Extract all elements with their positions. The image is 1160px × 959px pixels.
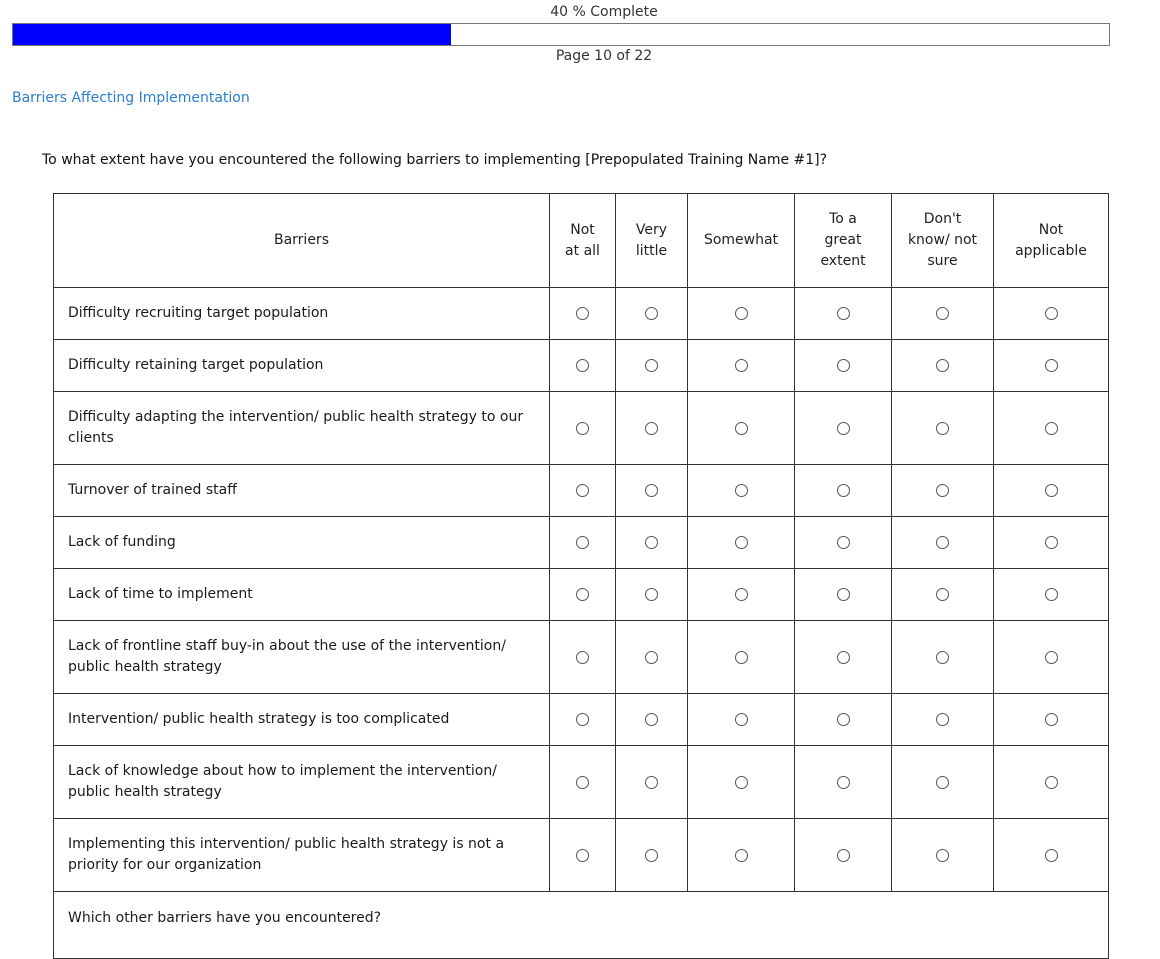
radio-cell-not-applicable[interactable] xyxy=(994,340,1109,392)
radio-cell-dont-know[interactable] xyxy=(892,694,994,746)
radio-cell-not-at-all[interactable] xyxy=(550,517,616,569)
radio-cell-not-at-all[interactable] xyxy=(550,340,616,392)
matrix-row xyxy=(54,288,1109,340)
radio-somewhat[interactable] xyxy=(735,776,748,789)
progress-label: 40 % Complete xyxy=(550,4,658,20)
radio-cell-dont-know[interactable] xyxy=(892,517,994,569)
barriers-matrix xyxy=(53,193,1109,959)
radio-cell-not-applicable[interactable] xyxy=(994,746,1109,819)
radio-cell-great-extent[interactable] xyxy=(795,465,892,517)
column-header-somewhat: Somewhat xyxy=(688,194,795,288)
radio-not-at-all[interactable] xyxy=(576,484,589,497)
column-header-very-little: Very little xyxy=(616,194,688,288)
radio-great-extent[interactable] xyxy=(837,651,850,664)
radio-not-applicable[interactable] xyxy=(1045,713,1058,726)
radio-dont-know[interactable] xyxy=(936,307,949,320)
radio-cell-not-at-all[interactable] xyxy=(550,694,616,746)
radio-not-at-all[interactable] xyxy=(576,651,589,664)
radio-cell-very-little[interactable] xyxy=(616,392,688,465)
column-header-dont-know: Don't know/ not sure xyxy=(892,194,994,288)
radio-cell-very-little[interactable] xyxy=(616,746,688,819)
radio-not-at-all[interactable] xyxy=(576,849,589,862)
radio-great-extent[interactable] xyxy=(837,536,850,549)
radio-not-at-all[interactable] xyxy=(576,359,589,372)
radio-somewhat[interactable] xyxy=(735,484,748,497)
radio-cell-somewhat[interactable] xyxy=(688,819,795,892)
radio-great-extent[interactable] xyxy=(837,849,850,862)
radio-very-little[interactable] xyxy=(645,307,658,320)
barrier-label: Lack of knowledge about how to implement the intervention/ public health strategy xyxy=(54,746,550,819)
barrier-label: Intervention/ public health strategy is too complicated xyxy=(54,694,550,746)
radio-very-little[interactable] xyxy=(645,422,658,435)
radio-cell-dont-know[interactable] xyxy=(892,746,994,819)
radio-great-extent[interactable] xyxy=(837,713,850,726)
radio-very-little[interactable] xyxy=(645,588,658,601)
radio-great-extent[interactable] xyxy=(837,484,850,497)
barrier-label: Difficulty recruiting target population xyxy=(54,288,550,340)
radio-very-little[interactable] xyxy=(645,849,658,862)
radio-dont-know[interactable] xyxy=(936,849,949,862)
radio-cell-not-at-all[interactable] xyxy=(550,746,616,819)
radio-very-little[interactable] xyxy=(645,536,658,549)
radio-cell-somewhat[interactable] xyxy=(688,517,795,569)
radio-cell-somewhat[interactable] xyxy=(688,340,795,392)
radio-not-at-all[interactable] xyxy=(576,422,589,435)
barrier-label: Lack of frontline staff buy-in about the use of the intervention/ public health strategy xyxy=(54,621,550,694)
radio-dont-know[interactable] xyxy=(936,422,949,435)
radio-cell-very-little[interactable] xyxy=(616,517,688,569)
radio-very-little[interactable] xyxy=(645,484,658,497)
radio-cell-very-little[interactable] xyxy=(616,288,688,340)
radio-cell-not-at-all[interactable] xyxy=(550,621,616,694)
radio-dont-know[interactable] xyxy=(936,713,949,726)
radio-cell-not-applicable[interactable] xyxy=(994,621,1109,694)
radio-very-little[interactable] xyxy=(645,713,658,726)
radio-cell-great-extent[interactable] xyxy=(795,569,892,621)
radio-cell-very-little[interactable] xyxy=(616,465,688,517)
barrier-label: Difficulty adapting the intervention/ public health strategy to our clients xyxy=(54,392,550,465)
barrier-label: Lack of funding xyxy=(54,517,550,569)
column-header-not-at-all: Not at all xyxy=(550,194,616,288)
radio-not-at-all[interactable] xyxy=(576,776,589,789)
radio-cell-somewhat[interactable] xyxy=(688,569,795,621)
radio-cell-dont-know[interactable] xyxy=(892,569,994,621)
other-barriers-prompt: Which other barriers have you encountered? xyxy=(54,892,1109,959)
radio-not-applicable[interactable] xyxy=(1045,588,1058,601)
radio-cell-great-extent[interactable] xyxy=(795,392,892,465)
progress-fill xyxy=(13,24,451,45)
matrix-row xyxy=(54,621,1109,694)
radio-cell-not-at-all[interactable] xyxy=(550,569,616,621)
radio-cell-somewhat[interactable] xyxy=(688,746,795,819)
other-barriers-row xyxy=(54,892,1109,959)
radio-somewhat[interactable] xyxy=(735,651,748,664)
barrier-label: Turnover of trained staff xyxy=(54,465,550,517)
radio-cell-great-extent[interactable] xyxy=(795,517,892,569)
radio-not-applicable[interactable] xyxy=(1045,422,1058,435)
radio-cell-great-extent[interactable] xyxy=(795,621,892,694)
radio-very-little[interactable] xyxy=(645,651,658,664)
radio-somewhat[interactable] xyxy=(735,536,748,549)
radio-not-applicable[interactable] xyxy=(1045,849,1058,862)
radio-cell-not-applicable[interactable] xyxy=(994,569,1109,621)
radio-cell-dont-know[interactable] xyxy=(892,465,994,517)
question-text: To what extent have you encountered the following barriers to implementing [Prepopulated Training Name #1]? xyxy=(42,152,828,168)
progress-bar xyxy=(12,23,1110,46)
radio-cell-not-at-all[interactable] xyxy=(550,465,616,517)
radio-somewhat[interactable] xyxy=(735,588,748,601)
radio-cell-somewhat[interactable] xyxy=(688,465,795,517)
radio-great-extent[interactable] xyxy=(837,588,850,601)
radio-not-applicable[interactable] xyxy=(1045,307,1058,320)
radio-cell-very-little[interactable] xyxy=(616,569,688,621)
radio-not-applicable[interactable] xyxy=(1045,484,1058,497)
radio-not-at-all[interactable] xyxy=(576,713,589,726)
radio-cell-great-extent[interactable] xyxy=(795,694,892,746)
barrier-label: Difficulty retaining target population xyxy=(54,340,550,392)
radio-dont-know[interactable] xyxy=(936,651,949,664)
radio-cell-great-extent[interactable] xyxy=(795,288,892,340)
radio-cell-very-little[interactable] xyxy=(616,819,688,892)
radio-cell-dont-know[interactable] xyxy=(892,340,994,392)
radio-cell-somewhat[interactable] xyxy=(688,392,795,465)
radio-cell-great-extent[interactable] xyxy=(795,746,892,819)
column-header-great-extent: To a great extent xyxy=(795,194,892,288)
radio-cell-great-extent[interactable] xyxy=(795,340,892,392)
radio-not-at-all[interactable] xyxy=(576,307,589,320)
matrix-row xyxy=(54,746,1109,819)
matrix-row xyxy=(54,465,1109,517)
section-title: Barriers Affecting Implementation xyxy=(12,90,250,106)
radio-dont-know[interactable] xyxy=(936,484,949,497)
radio-very-little[interactable] xyxy=(645,776,658,789)
column-header-not-applicable: Not applicable xyxy=(994,194,1109,288)
matrix-row xyxy=(54,517,1109,569)
radio-cell-somewhat[interactable] xyxy=(688,288,795,340)
radio-cell-not-applicable[interactable] xyxy=(994,819,1109,892)
radio-cell-somewhat[interactable] xyxy=(688,621,795,694)
radio-dont-know[interactable] xyxy=(936,359,949,372)
radio-great-extent[interactable] xyxy=(837,422,850,435)
radio-somewhat[interactable] xyxy=(735,713,748,726)
radio-cell-not-at-all[interactable] xyxy=(550,392,616,465)
radio-not-at-all[interactable] xyxy=(576,588,589,601)
barrier-label: Lack of time to implement xyxy=(54,569,550,621)
radio-cell-dont-know[interactable] xyxy=(892,392,994,465)
matrix-row xyxy=(54,340,1109,392)
page-indicator: Page 10 of 22 xyxy=(555,48,653,64)
radio-not-applicable[interactable] xyxy=(1045,651,1058,664)
radio-great-extent[interactable] xyxy=(837,307,850,320)
radio-cell-dont-know[interactable] xyxy=(892,288,994,340)
matrix-row xyxy=(54,694,1109,746)
column-header-barriers: Barriers xyxy=(54,194,550,288)
radio-not-applicable[interactable] xyxy=(1045,776,1058,789)
radio-cell-very-little[interactable] xyxy=(616,621,688,694)
radio-not-applicable[interactable] xyxy=(1045,359,1058,372)
radio-cell-not-at-all[interactable] xyxy=(550,288,616,340)
radio-great-extent[interactable] xyxy=(837,359,850,372)
radio-cell-not-applicable[interactable] xyxy=(994,288,1109,340)
radio-cell-dont-know[interactable] xyxy=(892,621,994,694)
matrix-row xyxy=(54,392,1109,465)
radio-cell-very-little[interactable] xyxy=(616,694,688,746)
radio-cell-not-at-all[interactable] xyxy=(550,819,616,892)
barrier-label: Implementing this intervention/ public health strategy is not a priority for our organization xyxy=(54,819,550,892)
radio-cell-great-extent[interactable] xyxy=(795,819,892,892)
radio-dont-know[interactable] xyxy=(936,536,949,549)
radio-cell-not-applicable[interactable] xyxy=(994,465,1109,517)
radio-cell-somewhat[interactable] xyxy=(688,694,795,746)
radio-great-extent[interactable] xyxy=(837,776,850,789)
radio-cell-dont-know[interactable] xyxy=(892,819,994,892)
radio-not-at-all[interactable] xyxy=(576,536,589,549)
radio-somewhat[interactable] xyxy=(735,359,748,372)
radio-somewhat[interactable] xyxy=(735,422,748,435)
radio-very-little[interactable] xyxy=(645,359,658,372)
matrix-header-row xyxy=(54,194,1109,288)
radio-somewhat[interactable] xyxy=(735,307,748,320)
radio-somewhat[interactable] xyxy=(735,849,748,862)
radio-cell-not-applicable[interactable] xyxy=(994,694,1109,746)
radio-cell-not-applicable[interactable] xyxy=(994,517,1109,569)
radio-cell-very-little[interactable] xyxy=(616,340,688,392)
radio-dont-know[interactable] xyxy=(936,776,949,789)
radio-dont-know[interactable] xyxy=(936,588,949,601)
matrix-row xyxy=(54,819,1109,892)
matrix-row xyxy=(54,569,1109,621)
radio-cell-not-applicable[interactable] xyxy=(994,392,1109,465)
radio-not-applicable[interactable] xyxy=(1045,536,1058,549)
